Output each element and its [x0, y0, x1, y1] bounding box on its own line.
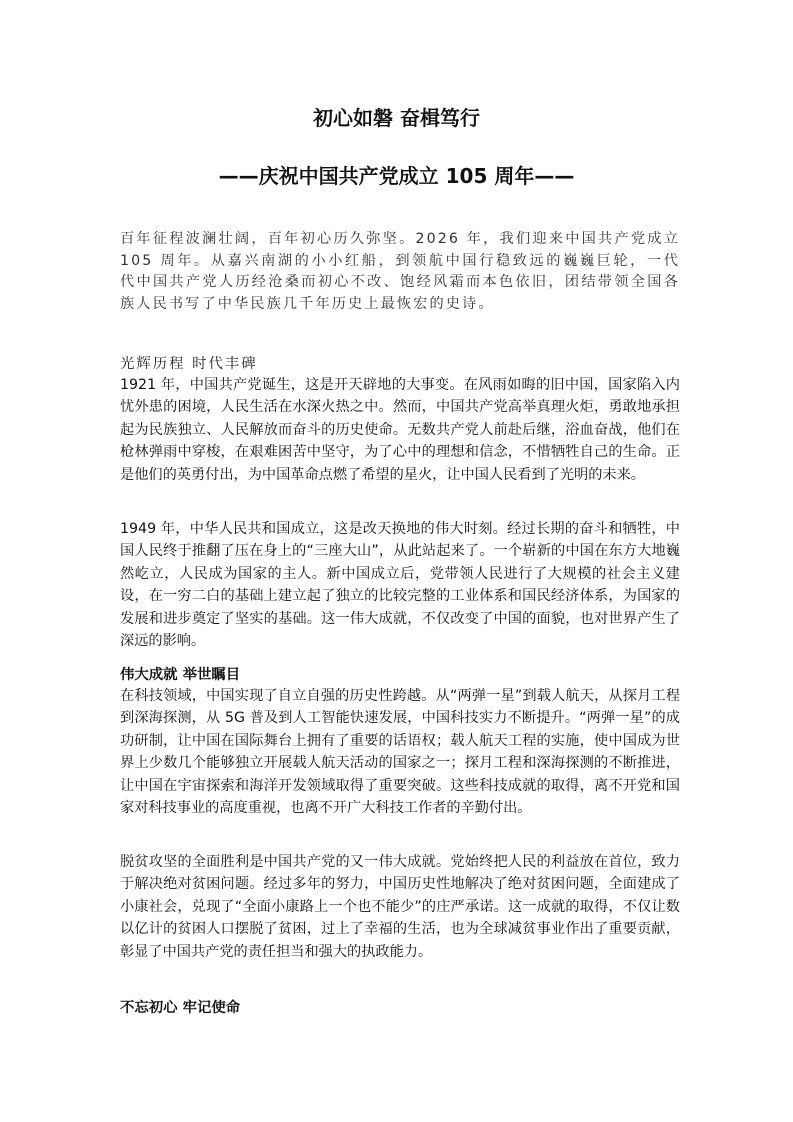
document-subtitle: ——庆祝中国共产党成立 105 周年——: [218, 164, 575, 188]
body-paragraph: 在科技领域，中国实现了自立自强的历史性跨越。从“两弹一星”到载人航天，从探月工程到深海探测，从 5G 普及到人工智能快速发展，中国科技实力不断提升。“两弹一星”的成功研制，让中国在国际舞台上拥有了重要的话语权；载人航天工程的实施，使中国成为世界上少数几个能够独立开展载人航天活动的国家之一；探月工程和深海探测的不断推进，让中国在宇宙探索和海洋开发领域取得了重要突破。这些科技成就的取得，离不开党和国家对科技事业的高度重视，也离不开广大科技工作者的辛勤付出。: [120, 688, 680, 817]
body-paragraph: 1949 年，中华人民共和国成立，这是改天换地的伟大时刻。经过长期的奋斗和牺牲，中国人民终于推翻了压在身上的“三座大山”，从此站起来了。一个崭新的中国在东方大地巍然屹立，人民成为国家的主人。新中国成立后，党带领人民进行了大规模的社会主义建设，在一穷二白的基础上建立起了独立的比较完整的工业体系和国民经济体系，为国家的发展和进步奠定了坚实的基础。这一伟大成就，不仅改变了中国的面貌，也对世界产生了深远的影响。: [120, 521, 680, 650]
intro-paragraph: 百年征程波澜壮阔，百年初心历久弥坚。2026 年，我们迎来中国共产党成立 105 周年。从嘉兴南湖的小小红船，到领航中国行稳致远的巍巍巨轮，一代代中国共产党人历经沧桑而初心不改、饱经风霜而本色依旧，团结带领全国各族人民书写了中华民族几千年历史上最恢宏的史诗。: [120, 231, 680, 313]
body-paragraph: 1921 年，中国共产党诞生，这是开天辟地的大事变。在风雨如晦的旧中国，国家陷入内忧外患的困境，人民生活在水深火热之中。然而，中国共产党高举真理火炬，勇敢地承担起为民族独立、人民解放而奋斗的历史使命。无数共产党人前赴后继，浴血奋战，他们在枪林弹雨中穿梭，在艰难困苦中坚守，为了心中的理想和信念，不惜牺牲自己的生命。正是他们的英勇付出，为中国革命点燃了希望的星火，让中国人民看到了光明的未来。: [120, 377, 680, 483]
section-heading: 光辉历程 时代丰碑: [120, 356, 258, 372]
section-heading: 伟大成就 举世瞩目: [120, 667, 241, 683]
section-heading: 不忘初心 牢记使命: [120, 1000, 241, 1016]
body-paragraph: 脱贫攻坚的全面胜利是中国共产党的又一伟大成就。党始终把人民的利益放在首位，致力于解决绝对贫困问题。经过多年的努力，中国历史性地解决了绝对贫困问题，全面建成了小康社会，兑现了“全面小康路上一个也不能少”的庄严承诺。这一成就的取得，不仅让数以亿计的贫困人口摆脱了贫困，过上了幸福的生活，也为全球减贫事业作出了重要贡献，彰显了中国共产党的责任担当和强大的执政能力。: [120, 854, 680, 960]
document-title: 初心如磐 奋楫笃行: [313, 106, 480, 130]
